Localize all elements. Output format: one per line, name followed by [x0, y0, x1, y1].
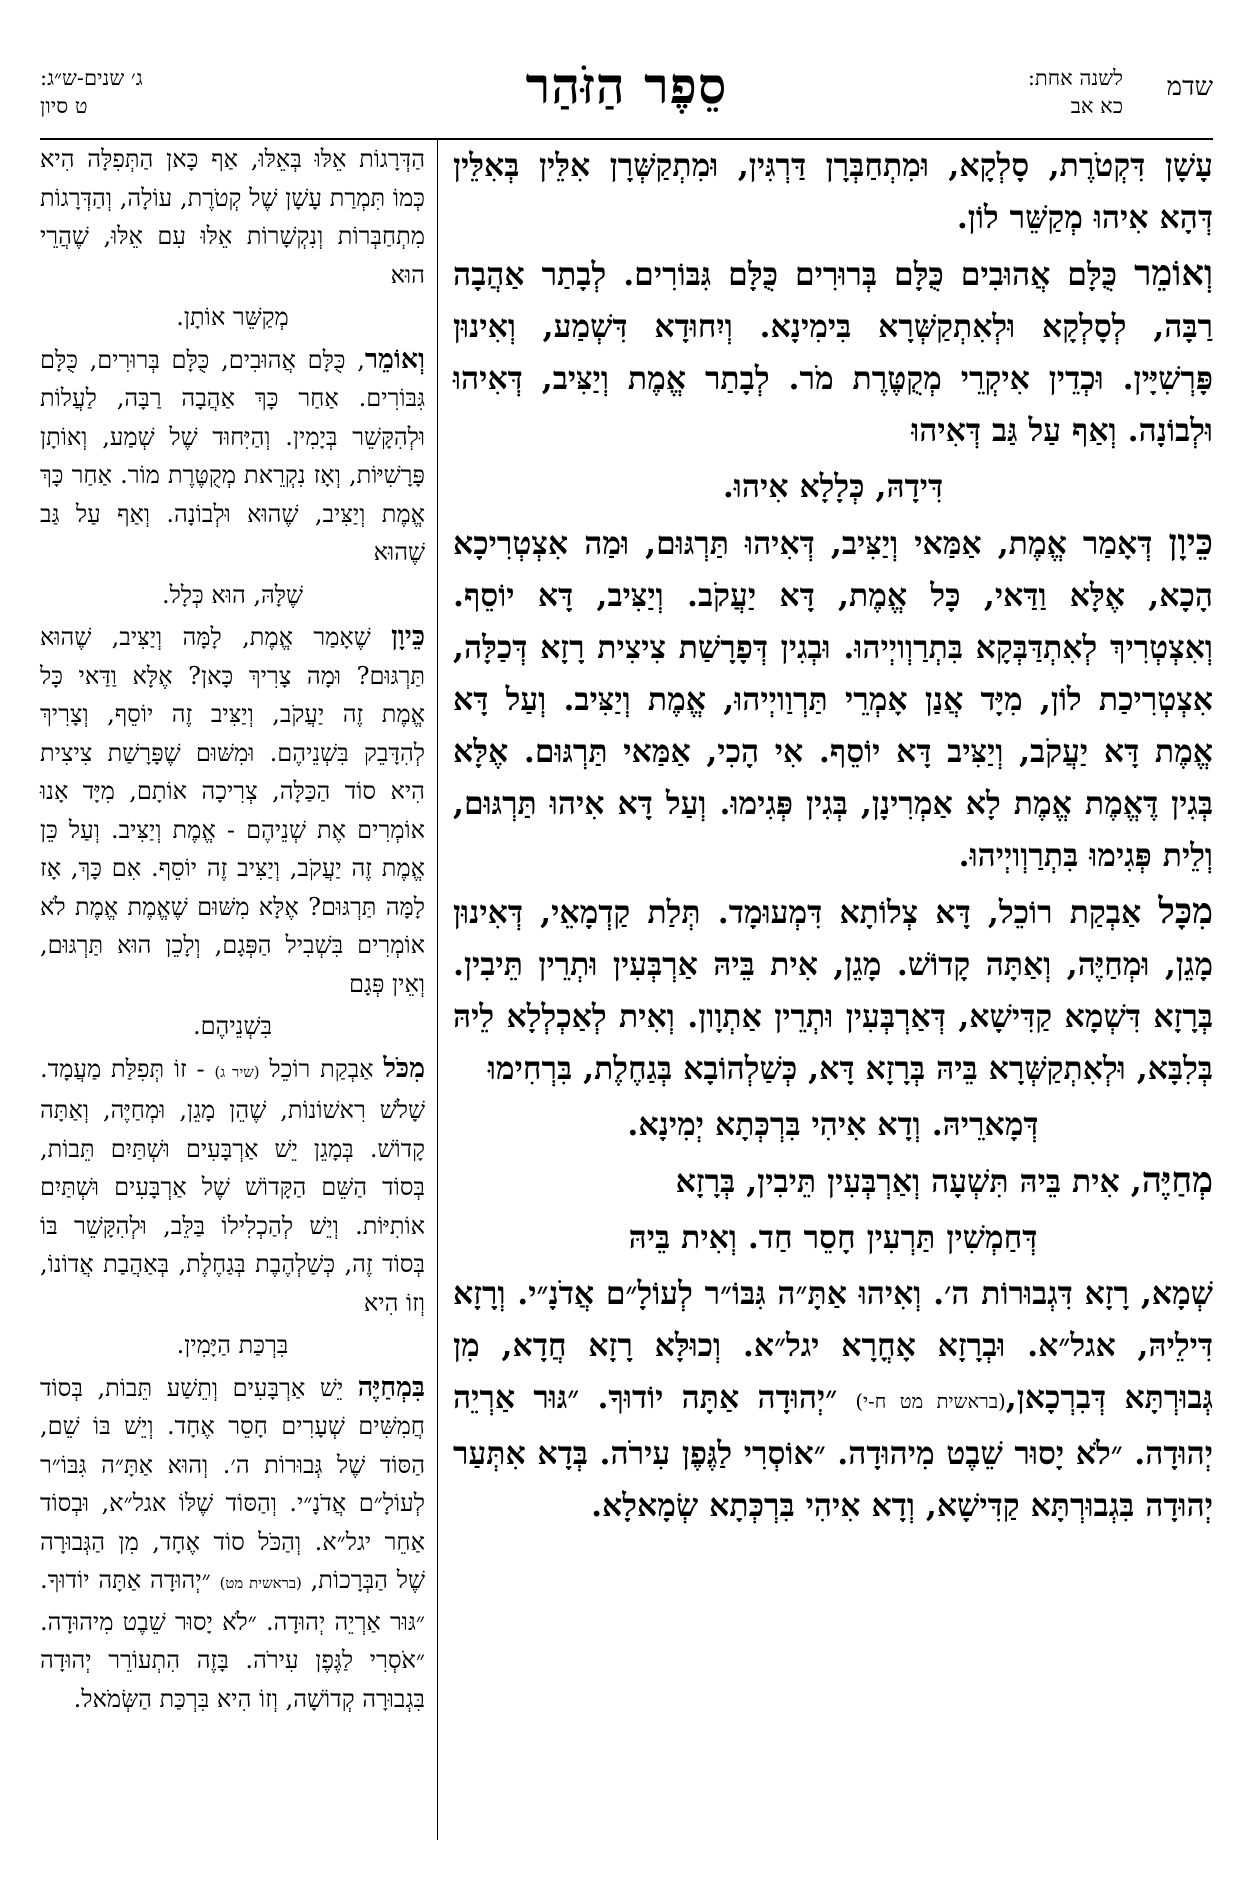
main-paragraph-text: שְׁמָא, רָזָא דִּגְבוּרוֹת ה׳. וְאִיהוּ אַתָּ״ה גִּבּוֹ״ר לְעוֹלָ״ם אֲדֹנָ״י. וְרָזָא דִּילֵיהּ, אגל״א. וּבְרָזָא אָחֳרָא יגל״א. וְכוּלָּא רָזָא חֲדָא, מִן גְּבוּרְתָּא דְּבִרְכָאן, — [453, 1275, 1213, 1416]
main-verse-reference: (בראשית מט ח-י) — [855, 1390, 1006, 1413]
side-paragraph-text: בִּשְׁנֵיהֶם. — [192, 1012, 273, 1040]
three-year-schedule — [40, 64, 143, 120]
side-paragraph-text: הַדְּרָגוֹת אֵלּוּ בְּאֵלּוּ, אַף כָּאן הַתְּפִלָּה הִיא כְּמוֹ תִּמְרַת עָשָׁן שֶׁל קְטֹרֶת, עוֹלָה, וְהַדְּרָגוֹת מִתְחַבְּרוֹת וְנִקְשָׁרוֹת אֵלּוּ עִם אֵלּוּ, שֶׁהֲרֵי הוּא — [40, 145, 425, 289]
side-paragraph-text: יֵשׁ אַרְבָּעִים וְתֵשַׁע תֵּבוֹת, בְּסוֹד חֲמִשִּׁים שְׁעָרִים חָסֵר אֶחָד. וְיֵשׁ בּוֹ שֵׁם, הַסּוֹד שֶׁל גְּבוּרוֹת ה׳. וְהוּא אַתָּ״ה גִּבּוֹ״ר לְעוֹלָ״ם אֲדֹנָ״י. וְהַסּוֹד שֶׁלּוֹ אגל״א, וּבְסוֹד אַחֵר יגל״א. וְהַכֹּל סוֹד אֶחָד, מִן הַגְּבוּרָה שֶׁל הַבְּרָכוֹת, — [40, 1373, 426, 1594]
side-paragraph-opener: מִכֹּל — [383, 1052, 425, 1084]
page-header — [40, 52, 1213, 140]
three-year-label: ג׳ שנים-ש״ג: — [40, 66, 143, 90]
side-paragraph — [40, 341, 425, 572]
side-paragraph-text: שֶׁאָמַר אֱמֶת, לָמָּה וְיַצִּיב, שֶׁהוּא תַּרְגּוּם? וּמָה צָרִיךְ כָּאן? אֶלָּא וַדַּאי כָּל אֱמֶת זֶה יַעֲקֹב, וְיַצִּיב זֶה יוֹסֵף, וְצָרִיךְ לְהִדָּבֵק בִּשְׁנֵיהֶם. וּמִשּׁוּם שֶׁפָּרָשַׁת צִיצִית הִיא סוֹד הַכַּלָּה, צְרִיכָה אוֹתָם, מִיָּד אָנוּ אוֹמְרִים אֶת שְׁנֵיהֶם - אֱמֶת וְיַצִּיב. וְעַל כֵּן אֱמֶת זֶה יַעֲקֹב, וְיַצִּיב זֶה יוֹסֵף. אִם כָּךְ, אָז לָמָּה תַּרְגּוּם? אֶלָּא מִשּׁוּם שֶׁאֱמֶת אֱמֶת לֹא אוֹמְרִים בִּשְׁבִיל הַפְּגָם, וְלָכֵן הוּא תַּרְגּוּם, וְאֵין פְּגָם — [40, 623, 425, 998]
text-columns — [40, 140, 1213, 1840]
side-verse-reference: (בראשית מט) — [219, 1574, 302, 1592]
main-paragraph-text: דְּחַמְשִׁין תַּרְעִין חָסֵר חַד. וְאִית בֵּיהּ — [628, 1219, 1038, 1256]
main-paragraph-opener: מִכָּל — [1158, 891, 1213, 932]
side-paragraph — [40, 1050, 425, 1323]
side-paragraph-text: , כֻּלָּם אֲהוּבִים, כֻּלָּם בְּרוּרִים, כֻּלָּם גִּבּוֹרִים. אַחַר כָּךְ אַהֲבָה רַבָּה, לַעֲלוֹת וּלְהִקָּשֵׁר בְּיָמִין. וְהַיִּחוּד שֶׁל שְׁמַע, וְאוֹתָן פָּרָשִׁיּוֹת, וְאָז נִקְרֵאת מְקֻטֶּרֶת מוֹר. אַחַר כָּךְ אֱמֶת וְיַצִּיב, שֶׁהוּא וּלְבוֹנָה. וְאַף עַל גַּב שֶׁהוּא — [40, 345, 425, 566]
main-paragraph — [453, 1099, 1213, 1151]
side-paragraph-opener: כֵּיוָן — [391, 621, 425, 652]
main-paragraph-text: דְּאָמַר אֱמֶת, אַמַּאי וְיַצִּיב, דְּאִיהוּ תַּרְגּוּם, וּמַה אִצְטְרִיכָא הָכָא, אֶלָּא וַדַּאי, כָּל אֱמֶת, דָּא יַעֲקֹב. וְיַצִּיב, דָּא יוֹסֵף. וְאִצְטְרִיךְ לְאִתְדַּבְּקָא בִּתְרַוְויְיהוּ. וּבְגִין דְּפָרָשַׁת צִיצִית רָזָא דְּכַלָּה, אִצְטְרִיכַת לוֹן, מִיָּד אֲנַן אָמְרֵי תַּרְוַויְיהוּ, אֱמֶת וְיַצִּיב. וְעַל דָּא אֱמֶת דָּא יַעֲקֹב, וְיַצִּיב דָּא יוֹסֵף. אִי הָכִי, אַמַּאי תַּרְגּוּם. אֶלָּא בְּגִין דֶּאֱמֶת אֱמֶת לָא אַמְרִינָן, בְּגִין פְּגִימוּ. וְעַל דָּא אִיהוּ תַּרְגּוּם, וְלֵית פְּגִימוּ בִּתְרַוְויְיהוּ. — [453, 525, 1213, 874]
main-paragraph-text: עָשָׁן דִּקְטֹרֶת, סָלְקָא, וּמִתְחַבְּרָן דַּרְגִּין, וּמִתְקַשְּׁרָן אִלֵּין בְּאִלֵּין דְּהָא אִיהוּ מְקַשֵּׁר לוֹן. — [453, 147, 1213, 236]
side-paragraph-opener: וְאוֹמֵר — [364, 343, 425, 375]
side-paragraph — [40, 1007, 425, 1046]
main-paragraph-text-continued: ״יְהוּדָה אַתָּה יוֹדוּךָ. ״גּוּר אַרְיֵה יְהוּדָה. ״לֹא יָסוּר שֵׁבֶט מִיהוּדָה. ״אוֹסְרִי לַגֶּפֶן עִירֹה. בְּדָא אִתְּעַר יְהוּדָה בִּגְבוּרְתָּא קַדִּישָׁא, וְדָא אִיהִי בִּרְכְּתָא שְׂמָאלָא. — [453, 1379, 1213, 1524]
aramaic-column — [453, 140, 1213, 1840]
main-paragraph-text: כֻּלָּם אֲהוּבִים כֻּלָּם בְּרוּרִים כֻּלָּם גִּבּוֹרִים. לְבָתַר אַהֲבָה רַבָּה, לְסָלְקָא וּלְאִתְקַשְּׁרָא בִּימִינָא. וְיִחוּדָא דִּשְׁמַע, וְאִינוּן פָּרְשִׁיָּין. וּכְדֵין אִיקְרֵי מְקֻטֶּרֶת מֹר. לְבָתַר אֱמֶת וְיַצִּיב, דְּאִיהוּ וּלְבוֹנָה. וְאַף עַל גַּב דְּאִיהוּ — [453, 256, 1213, 449]
main-paragraph-opener: כֵּיוָן — [1168, 522, 1213, 563]
side-paragraph — [40, 1369, 425, 1719]
book-title: סֵפֶר הַזֹּהַר — [525, 56, 728, 115]
one-year-date: כא אב — [1070, 94, 1123, 118]
main-paragraph-opener: וְאוֹמֵר — [1134, 253, 1213, 294]
main-paragraph-text: דְּמָארֵיהּ. וְדָא אִיהִי בִּרְכְּתָא יְמִינָא. — [627, 1106, 1039, 1143]
main-paragraph — [453, 517, 1213, 882]
side-verse-reference: (שיר ג) — [214, 1062, 260, 1081]
hebrew-translation-column — [40, 140, 425, 1840]
page-number: שדמ — [1166, 72, 1213, 102]
main-paragraph — [453, 1268, 1213, 1532]
side-paragraph-text-continued: - זוֹ תְּפִלַּת מַעֲמָד. שָׁלֹשׁ רִאשׁוֹנוֹת, שֶׁהֵן מָגֵן, וּמְחַיֶּה, וְאַתָּה קָדוֹשׁ. בְּמָגֵן יֵשׁ אַרְבָּעִים וּשְׁתַּיִם תֵּבוֹת, בְּסוֹד הַשֵּׁם הַקָּדוֹשׁ שֶׁל אַרְבָּעִים וּשְׁתַּיִם אוֹתִיּוֹת. וְיֵשׁ לְהַכְלִילוֹ בַּלֵּב, וּלְהִקָּשֵׁר בּוֹ בְּסוֹד זֶה, כְּשַׁלְהֶבֶת בְּגַחֶלֶת, בְּאַהֲבַת אֲדוֹנוֹ, וְזוֹ הִיא — [40, 1054, 425, 1317]
side-paragraph-opener: בִּמְחַיֶּה — [357, 1371, 425, 1403]
main-paragraph — [453, 1155, 1213, 1208]
main-paragraph-opener: מְחַיֶּה — [1141, 1160, 1213, 1201]
main-paragraph-text: דִּידָהּ, כְּלָלָא אִיהוּ. — [722, 468, 944, 505]
main-paragraph — [453, 886, 1213, 1095]
side-paragraph-text: אַבְקַת רוֹכֵל — [259, 1054, 384, 1083]
main-paragraph-text: אַבְקַת רוֹכֵל, דָּא צְלוֹתָא דִּמְעוּמָד. תְּלַת קַדְמָאֵי, דְּאִינוּן מָגֵן, וּמְחַיֶּה, וְאַתָּה קָדוֹשׁ. מָגֵן, אִית בֵּיהּ אַרְבְּעִין וּתְרֵין תֵּיבִין. בְּרָזָא דִּשְׁמָא קַדִּישָׁא, דְּאַרְבְּעִין וּתְרֵין אַתְוָון. וְאִית לְאַכְלְלָא לֵיהּ בְּלִבָּא, וּלְאִתְקַשְּׁרָא בֵּיהּ בְּרָזָא דָּא, כְּשַׁלְהוֹבָא בְּגַחֶלֶת, בִּרְחִימוּ — [453, 894, 1213, 1087]
side-paragraph-text: מְקַשֵּׁר אוֹתָן. — [176, 303, 289, 331]
main-paragraph-text: , אִית בֵּיהּ תִּשְׁעָה וְאַרְבְּעִין תֵּיבִין, בְּרָזָא — [675, 1163, 1142, 1200]
side-paragraph-text: שֶׁלָּהּ, הוּא כְּלָל. — [161, 580, 304, 609]
side-paragraph — [40, 298, 425, 337]
main-paragraph — [453, 1212, 1213, 1264]
side-paragraph — [40, 1326, 425, 1365]
column-divider — [437, 140, 438, 1840]
side-paragraph — [40, 618, 425, 1003]
side-paragraph-text: בִּרְכַּת הַיָּמִין. — [176, 1331, 289, 1359]
main-paragraph — [453, 461, 1213, 513]
main-paragraph — [453, 140, 1213, 244]
side-paragraph — [40, 576, 425, 615]
side-paragraph-text-continued: ״יְהוּדָה אַתָּה יוֹדוּךָ. ״גּוּר אַרְיֵה יְהוּדָה. ״לֹא יָסוּר שֵׁבֶט מִיהוּדָה. ״אֹסְרִי לַגֶּפֶן עִירֹה. בָּזֶה הִתְעוֹרֵר יְהוּדָה בִּגְבוּרָה קְדוֹשָׁה, וְזוֹ הִיא בִּרְכַּת הַשְּׂמֹאל. — [40, 1566, 425, 1713]
side-paragraph — [40, 140, 425, 294]
three-year-date: ט סיון — [40, 94, 88, 118]
main-paragraph — [453, 248, 1213, 457]
one-year-label: לשנה אחת: — [1027, 66, 1123, 90]
